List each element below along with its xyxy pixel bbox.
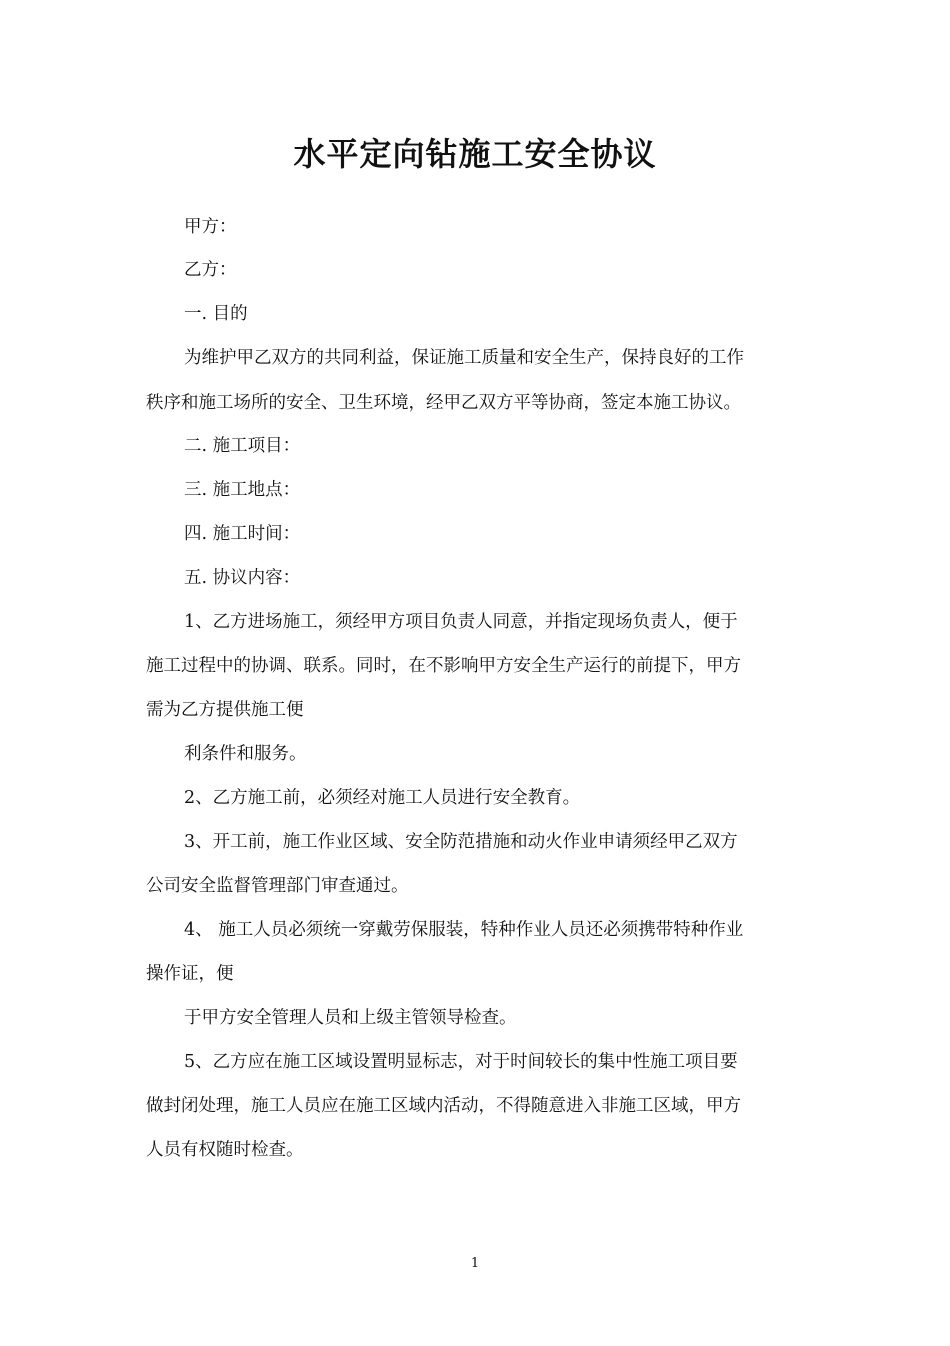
clause-1-line-3: 需为乙方提供施工便 xyxy=(146,700,304,720)
section-purpose-heading: 一. 目的 xyxy=(184,304,248,324)
clause-4-line-1: 4、 施工人员必须统一穿戴劳保服装，特种作业人员还必须携带特种作业 xyxy=(184,920,744,940)
clause-5-line-3: 人员有权随时检查。 xyxy=(146,1140,304,1160)
section-content-heading: 五. 协议内容： xyxy=(184,568,301,588)
clause-5-line-1: 5、乙方应在施工区域设置明显标志，对于时间较长的集中性施工项目要 xyxy=(184,1052,738,1072)
clause-4-line-3: 于甲方安全管理人员和上级主管领导检查。 xyxy=(184,1008,517,1028)
party-b-line: 乙方： xyxy=(184,260,237,280)
page-number: 1 xyxy=(470,1256,480,1271)
clause-1-line-2: 施工过程中的协调、联系。同时，在不影响甲方安全生产运行的前提下，甲方 xyxy=(146,656,741,676)
clause-1-line-1: 1、乙方进场施工，须经甲方项目负责人同意，并指定现场负责人，便于 xyxy=(184,612,738,632)
clause-3-line-2: 公司安全监督管理部门审查通过。 xyxy=(146,876,409,896)
section-location-heading: 三. 施工地点： xyxy=(184,480,301,500)
party-a-line: 甲方： xyxy=(184,217,237,237)
purpose-paragraph-line-2: 秩序和施工场所的安全、卫生环境，经甲乙双方平等协商，签定本施工协议。 xyxy=(146,393,741,413)
clause-2-line-1: 2、乙方施工前，必须经对施工人员进行安全教育。 xyxy=(184,788,581,808)
clause-4-line-2: 操作证，便 xyxy=(146,964,234,984)
document-title: 水平定向钻施工安全协议 xyxy=(293,135,657,173)
section-project-heading: 二. 施工项目： xyxy=(184,436,301,456)
clause-1-line-4: 利条件和服务。 xyxy=(184,744,307,764)
clause-5-line-2: 做封闭处理，施工人员应在施工区域内活动，不得随意进入非施工区域，甲方 xyxy=(146,1096,741,1116)
section-time-heading: 四. 施工时间： xyxy=(184,524,301,544)
purpose-paragraph-line-1: 为维护甲乙双方的共同利益，保证施工质量和安全生产，保持良好的工作 xyxy=(184,348,744,368)
clause-3-line-1: 3、开工前，施工作业区域、安全防范措施和动火作业申请须经甲乙双方 xyxy=(184,832,738,852)
